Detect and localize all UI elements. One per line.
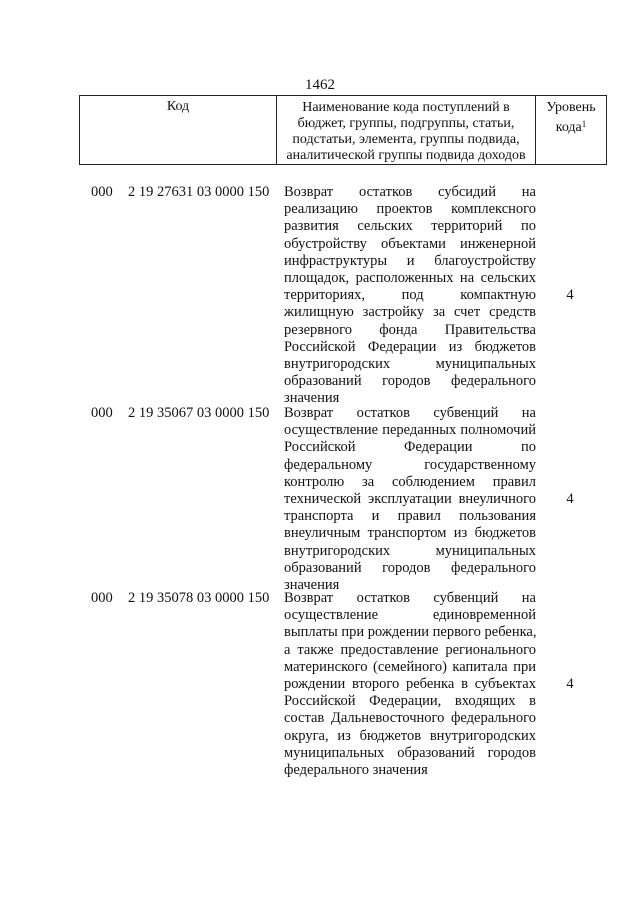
description-line: федеральному государственному xyxy=(284,456,536,473)
description-line: Возврат остатков субвенций на xyxy=(284,590,536,606)
row-code: 2 19 35078 03 0000 150 xyxy=(128,590,270,606)
description-line: осуществление переданных полномочий xyxy=(284,422,536,439)
description-line: состав Дальневосточного федерального xyxy=(284,710,536,727)
header-name xyxy=(277,96,536,165)
description-line: внутригородских муниципальных xyxy=(284,355,536,372)
header-name-line: бюджет, группы, подгруппы, статьи, xyxy=(297,116,515,131)
description-line: транспорта и правил пользования xyxy=(284,508,536,525)
description-line: развития сельских территорий по xyxy=(284,218,536,235)
row-code: 2 19 35067 03 0000 150 xyxy=(128,405,270,421)
description-line: резервного фонда Правительства xyxy=(284,321,536,338)
description-line: а также предоставление регионального xyxy=(284,641,536,658)
header-level-line: Уровень xyxy=(546,100,596,115)
description-line: образований городов федерального xyxy=(284,373,536,390)
description-line: осуществление единовременной xyxy=(284,607,536,624)
description-line: жилищную застройку за счет средств xyxy=(284,304,536,321)
header-name-line: подстатьи, элемента, группы подвида, xyxy=(292,132,520,147)
row-level: 4 xyxy=(566,287,574,303)
description-line: реализацию проектов комплексного xyxy=(284,201,536,218)
row-description xyxy=(284,590,536,779)
description-line: Российской Федерации из бюджетов xyxy=(284,338,536,355)
description-line: муниципальных образований городов xyxy=(284,744,536,761)
description-line: значения xyxy=(284,390,340,407)
description-line: выплаты при рождении первого ребенка, xyxy=(284,624,536,641)
description-line: Возврат остатков субвенций на xyxy=(284,405,536,421)
row-level: 4 xyxy=(566,491,574,507)
header-name-line: аналитической группы подвида доходов xyxy=(286,148,526,163)
row-code: 2 19 27631 03 0000 150 xyxy=(128,184,270,200)
header-name-line: Наименование кода поступлений в xyxy=(302,100,510,115)
description-line: Российской Федерации, входящих в xyxy=(284,693,536,710)
table-header xyxy=(79,95,607,165)
row-prefix: 000 xyxy=(91,184,113,200)
description-line: инфраструктуры и благоустройству xyxy=(284,252,536,269)
footnote-marker: 1 xyxy=(581,119,587,129)
description-line: технической эксплуатации внеуличного xyxy=(284,490,536,507)
row-description xyxy=(284,184,536,407)
description-line: площадок, расположенных на сельских xyxy=(284,269,536,286)
description-line: федерального значения xyxy=(284,761,428,778)
description-line: материнского (семейного) капитала при xyxy=(284,658,536,675)
row-prefix: 000 xyxy=(91,405,113,421)
description-line: Российской Федерации по xyxy=(284,439,536,456)
page-number: 1462 xyxy=(305,77,335,93)
description-line: внутригородских муниципальных xyxy=(284,542,536,559)
header-level xyxy=(536,96,607,165)
description-line: внеуличным транспортом из бюджетов xyxy=(284,525,536,542)
row-description xyxy=(284,405,536,594)
description-line: округа, из бюджетов внутригородских xyxy=(284,727,536,744)
description-line: рождении второго ребенка в субъектах xyxy=(284,675,536,692)
row-prefix: 000 xyxy=(91,590,113,606)
description-line: образований городов федерального xyxy=(284,559,536,576)
description-line: контролю за соблюдением правил xyxy=(284,473,536,490)
description-line: Возврат остатков субсидий на xyxy=(284,184,536,200)
description-line: обустройству объектами инженерной xyxy=(284,235,536,252)
description-line: территориях, под компактную xyxy=(284,287,536,304)
row-level: 4 xyxy=(566,676,574,692)
header-code: Код xyxy=(80,96,277,165)
description-line: значения xyxy=(284,576,340,593)
header-level-line: кода$^1$ xyxy=(555,119,587,135)
